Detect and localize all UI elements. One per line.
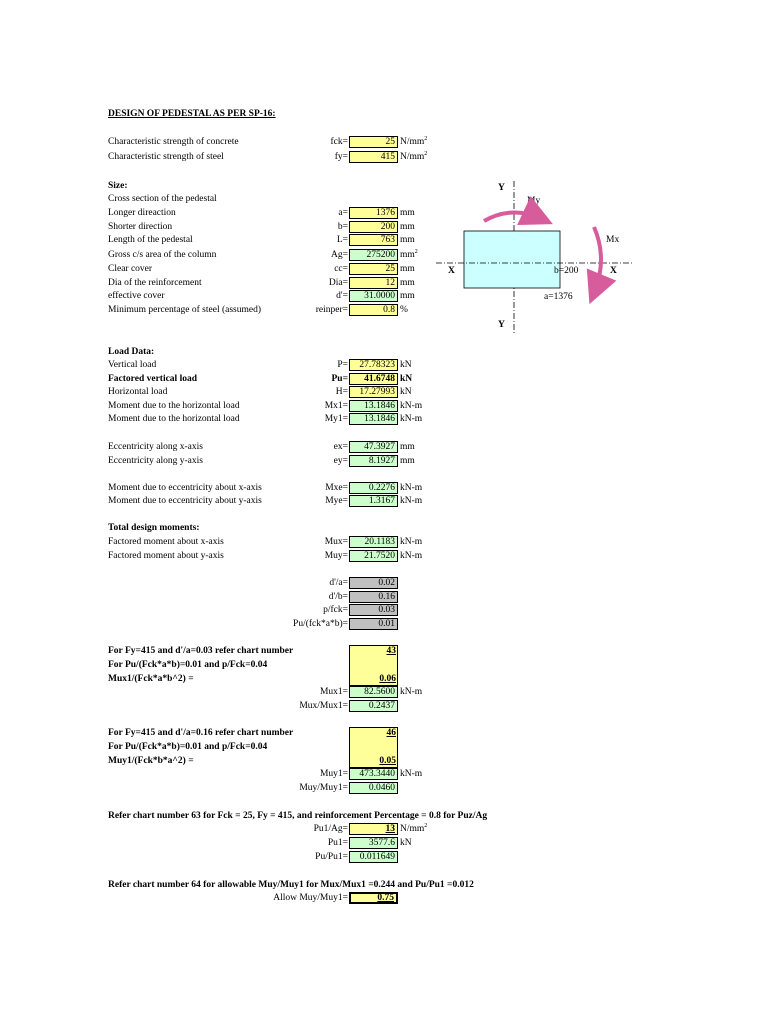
d-over-b-symbol: d'/b= — [328, 592, 348, 602]
fy-label: Characteristic strength of steel — [108, 152, 224, 162]
cc-label: Clear cover — [108, 264, 153, 274]
cross-section-label: Cross section of the pedestal — [108, 194, 217, 204]
total-heading: Total design moments: — [108, 523, 200, 533]
pu-unit: kN — [400, 374, 413, 384]
pu-symbol: Pu= — [331, 374, 348, 384]
chart-x-coef[interactable]: 0.06 — [379, 674, 396, 684]
muy-ratio-value: 0.0460 — [349, 782, 398, 794]
my1-label: Moment due to the horizontal load — [108, 414, 240, 424]
pu1-ag-symbol: Pu1/Ag= — [313, 824, 348, 834]
dia-input[interactable]: 12 — [349, 277, 398, 289]
b-input[interactable]: 200 — [349, 221, 398, 233]
chart-y-line3: Muy1/(Fck*b*a^2) = — [108, 756, 194, 766]
chart-y-coef[interactable]: 0.05 — [379, 756, 396, 766]
a-symbol: a= — [338, 208, 348, 218]
mux-label: Factored moment about x-axis — [108, 537, 224, 547]
b-label: Shorter direction — [108, 222, 173, 232]
p-symbol: P= — [337, 360, 348, 370]
a-dimension-label: a=1376 — [544, 292, 573, 302]
pedestal-rectangle — [464, 231, 560, 288]
d-over-b-value: 0.16 — [349, 591, 398, 603]
y-axis-bottom-label: Y — [498, 320, 505, 330]
pu-pu1-value: 0.011649 — [349, 851, 398, 863]
reinper-unit: % — [400, 305, 408, 315]
p-over-fck-symbol: p/fck= — [323, 605, 348, 615]
dia-label: Dia of the reinforcement — [108, 278, 202, 288]
mux-value: 20.1183 — [349, 536, 398, 548]
b-dimension-label: b=200 — [554, 266, 579, 276]
muy-symbol: Muy= — [324, 551, 348, 561]
pu-label: Factored vertical load — [108, 374, 197, 384]
chart64-line: Refer chart number 64 for allowable Muy/Muy1 for Mux/Mux1 =0.244 and Pu/Pu1 =0.012 — [108, 880, 474, 890]
muy1-value: 473.3440 — [349, 768, 398, 780]
ag-unit: $mm^2$ — [400, 249, 418, 260]
my-moment-arrow — [484, 212, 542, 221]
reinper-symbol: reinper= — [315, 305, 348, 315]
a-input[interactable]: 1376 — [349, 207, 398, 219]
chart-x-number[interactable]: 43 — [386, 646, 396, 656]
muy-ratio-symbol: Muy/Muy1= — [299, 783, 348, 793]
pu-ratio-value: 0.01 — [349, 618, 398, 630]
ag-label: Gross c/s area of the column — [108, 250, 217, 260]
allow-ratio-symbol: Allow Muy/Muy1= — [273, 893, 348, 903]
x-axis-right-label: X — [610, 266, 617, 276]
d-value: 31.0000 — [349, 290, 398, 302]
mxe-unit: kN-m — [400, 483, 423, 493]
fck-unit: $N/mm^2$ — [400, 136, 428, 147]
ey-symbol: ey= — [333, 456, 348, 466]
l-input[interactable]: 763 — [349, 234, 398, 246]
fck-symbol: fck= — [330, 137, 348, 147]
allow-ratio-input[interactable]: 0.75 — [349, 892, 398, 904]
h-unit: kN — [400, 387, 412, 397]
pu-value: 41.6748 — [349, 373, 398, 385]
pu-ratio-symbol: Pu/(fck*a*b)= — [293, 619, 348, 629]
mx1-label: Moment due to the horizontal load — [108, 401, 240, 411]
my1-symbol: My1= — [324, 414, 348, 424]
muy1-symbol: Muy1= — [319, 769, 348, 779]
a-label: Longer direaction — [108, 208, 176, 218]
p-input[interactable]: 27.78323 — [349, 359, 398, 371]
muy-value: 21.7520 — [349, 550, 398, 562]
d-symbol: d'= — [336, 291, 348, 301]
mux1-unit: kN-m — [400, 687, 423, 697]
dia-unit: mm — [400, 278, 415, 288]
mux-symbol: Mux= — [324, 537, 348, 547]
reinper-input[interactable]: 0.8 — [349, 304, 398, 316]
d-unit: mm — [400, 291, 415, 301]
h-label: Horizontal load — [108, 387, 168, 397]
mx-moment-arrow — [594, 227, 601, 293]
l-unit: mm — [400, 235, 415, 245]
p-unit: kN — [400, 360, 412, 370]
mux1-value: 82.5600 — [349, 686, 398, 698]
p-over-fck-value: 0.03 — [349, 604, 398, 616]
cc-symbol: cc= — [334, 264, 348, 274]
p-label: Vertical load — [108, 360, 157, 370]
y-axis-top-label: Y — [498, 183, 505, 193]
chart-x-line1: For Fy=415 and d'/a=0.03 refer chart number — [108, 646, 294, 656]
pedestal-section-diagram — [430, 175, 640, 335]
pu1-symbol: Pu1= — [327, 838, 348, 848]
ey-value: 8.1927 — [349, 455, 398, 467]
mux1-symbol: Mux1= — [319, 687, 348, 697]
ex-symbol: ex= — [333, 442, 348, 452]
h-input[interactable]: 17.27993 — [349, 386, 398, 398]
mx1-unit: kN-m — [400, 401, 423, 411]
d-over-a-symbol: d'/a= — [329, 578, 348, 588]
pu1-ag-unit: $N/mm^2$ — [400, 823, 428, 834]
pu1-unit: kN — [400, 838, 412, 848]
cc-input[interactable]: 25 — [349, 263, 398, 275]
h-symbol: H= — [335, 387, 348, 397]
ex-value: 47.3927 — [349, 441, 398, 453]
a-unit: mm — [400, 208, 415, 218]
reinper-label: Minimum percentage of steel (assumed) — [108, 305, 262, 315]
mye-unit: kN-m — [400, 496, 423, 506]
mxe-symbol: Mxe= — [325, 483, 348, 493]
pu1-ag-input[interactable]: 13 — [349, 823, 398, 835]
ag-symbol: Ag= — [331, 250, 348, 260]
mxe-value: 0.2276 — [349, 482, 398, 494]
ex-unit: mm — [400, 442, 415, 452]
chart63-line: Refer chart number 63 for Fck = 25, Fy = 415, and reinforcement Percentage = 0.8 for Puz/Ag — [108, 811, 488, 821]
pu-pu1-symbol: Pu/Pu1= — [315, 852, 348, 862]
d-over-a-value: 0.02 — [349, 577, 398, 589]
d-label: effective cover — [108, 291, 165, 301]
my1-unit: kN-m — [400, 414, 423, 424]
fck-label: Characteristic strength of concrete — [108, 137, 239, 147]
l-symbol: L= — [336, 235, 348, 245]
size-heading: Size: — [108, 181, 128, 191]
load-heading: Load Data: — [108, 347, 155, 357]
b-symbol: b= — [337, 222, 348, 232]
ex-label: Eccentricity along x-axis — [108, 442, 203, 452]
mye-label: Moment due to eccentricity about y-axis — [108, 496, 262, 506]
mux-unit: kN-m — [400, 537, 423, 547]
mye-symbol: Mye= — [325, 496, 348, 506]
mx-label: Mx — [606, 235, 620, 245]
fy-unit: $N/mm^2$ — [400, 151, 428, 162]
pu1-value: 3577.6 — [349, 837, 398, 849]
cc-unit: mm — [400, 264, 415, 274]
chart-x-line3: Mux1/(Fck*a*b^2) = — [108, 674, 194, 684]
chart-y-line2: For Pu/(Fck*a*b)=0.01 and p/Fck=0.04 — [108, 742, 268, 752]
muy-unit: kN-m — [400, 551, 423, 561]
mx1-symbol: Mx1= — [324, 401, 348, 411]
mux-ratio-value: 0.2437 — [349, 700, 398, 712]
my1-value: 13.1846 — [349, 413, 398, 425]
muy-label: Factored moment about y-axis — [108, 551, 224, 561]
mx1-value: 13.1846 — [349, 400, 398, 412]
x-axis-left-label: X — [448, 266, 455, 276]
fck-input[interactable]: 25 — [349, 136, 398, 148]
fy-input[interactable]: 415 — [349, 151, 398, 163]
chart-y-number[interactable]: 46 — [386, 728, 396, 738]
ag-value: 275200 — [349, 249, 398, 261]
l-label: Length of the pedestal — [108, 235, 193, 245]
mux-ratio-symbol: Mux/Mux1= — [299, 701, 348, 711]
mye-value: 1.3167 — [349, 495, 398, 507]
chart-y-line1: For Fy=415 and d'/a=0.16 refer chart number — [108, 728, 294, 738]
ey-unit: mm — [400, 456, 415, 466]
dia-symbol: Dia= — [328, 278, 348, 288]
my-label: My — [527, 196, 541, 206]
fy-symbol: fy= — [334, 152, 348, 162]
b-unit: mm — [400, 222, 415, 232]
muy1-unit: kN-m — [400, 769, 423, 779]
page-title: DESIGN OF PEDESTAL AS PER SP-16: — [108, 109, 276, 119]
chart-x-line2: For Pu/(Fck*a*b)=0.01 and p/Fck=0.04 — [108, 660, 268, 670]
mxe-label: Moment due to eccentricity about x-axis — [108, 483, 262, 493]
ey-label: Eccentricity along y-axis — [108, 456, 203, 466]
